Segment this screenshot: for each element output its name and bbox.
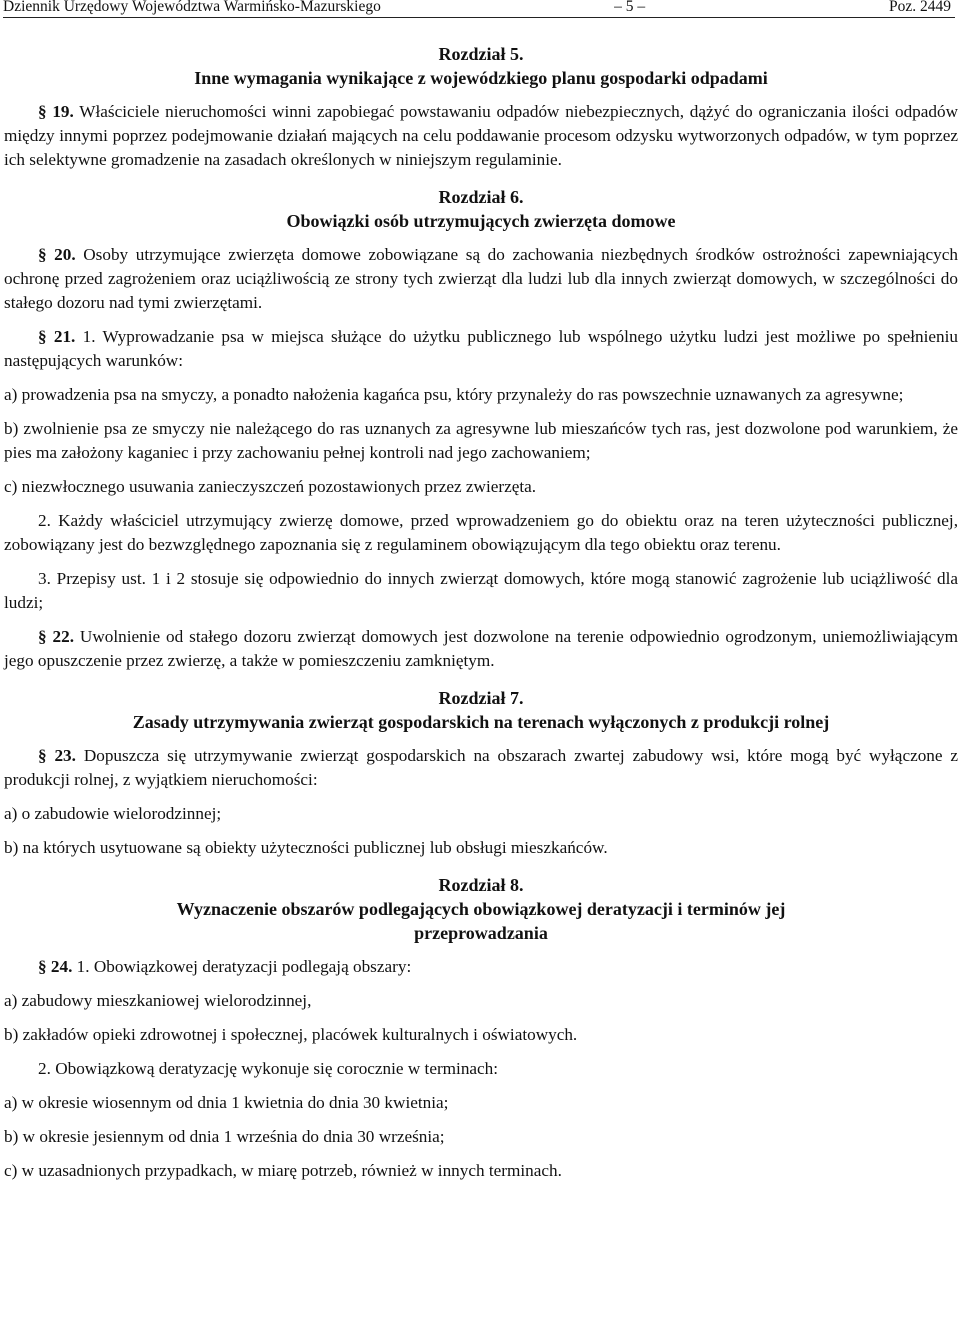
paragraph-20: § 20. Osoby utrzymujące zwierzęta domowe zobowiązane są do zachowania niezbędnych środków ostrożności zapewniających ochronę przed zagrożeniem oraz uciążliwością ze strony tych zwierząt dla ludzi lub dla innych zwierząt domowych, w szczególności do stałego dozoru nad tymi zwierzętami. (4, 245, 958, 312)
paragraph-24: § 24. 1. Obowiązkowej deratyzacji podlegają obszary: (38, 957, 412, 976)
paragraph-number: § 20. (38, 245, 76, 264)
list-item: a) w okresie wiosennym od dnia 1 kwietnia do dnia 30 kwietnia; (4, 1093, 449, 1112)
chapter-title: Obowiązki osób utrzymujących zwierzęta domowe (286, 211, 676, 231)
chapter-label: Rozdział 8. (438, 875, 524, 895)
document-body (4, 42, 958, 1183)
paragraph-19: § 19. Właściciele nieruchomości winni zapobiegać powstawaniu odpadów niebezpiecznych, dążyć do ograniczania ilości odpadów między innymi poprzez podejmowanie działań mających na celu poddawanie procesom odzysku wytworzonych odpadów, w tym poprzez ich selektywne gromadzenie na zasadach określonych w niniejszym regulaminie. (4, 102, 958, 169)
paragraph-number: § 23. (38, 746, 76, 765)
chapter-label: Rozdział 5. (438, 44, 524, 64)
list-item: b) w okresie jesiennym od dnia 1 września do dnia 30 września; (4, 1127, 445, 1146)
list-item: a) zabudowy mieszkaniowej wielorodzinnej, (4, 991, 312, 1010)
chapter-title: Wyznaczenie obszarów podlegających obowiązkowej deratyzacji i terminów jej przeprowadzania (176, 899, 786, 943)
list-item: b) na których usytuowane są obiekty użyteczności publicznej lub obsługi mieszkańców. (4, 838, 608, 857)
chapter-title: Inne wymagania wynikające z wojewódzkiego planu gospodarki odpadami (194, 68, 768, 88)
list-item: c) w uzasadnionych przypadkach, w miarę potrzeb, również w innych terminach. (4, 1161, 562, 1180)
chapter-title: Zasady utrzymywania zwierząt gospodarskich na terenach wyłączonych z produkcji rolnej (132, 712, 830, 732)
section-21-2: 2. Każdy właściciel utrzymujący zwierzę domowe, przed wprowadzeniem go do obiektu oraz na teren użyteczności publicznej, zobowiązany jest do bezwzględnego zapoznania się z regulaminem obowiązującym dla tego obiektu oraz terenu. (4, 511, 958, 554)
paragraph-number: § 21. (38, 327, 76, 346)
paragraph-number: § 22. (38, 627, 74, 646)
list-item: b) zwolnienie psa ze smyczy nie należącego do ras uznanych za agresywne lub mieszańców tych ras, jest dozwolone pod warunkiem, że pies ma założony kaganiec i przy zachowaniu pełnej kontroli nad jego zachowaniem; (4, 419, 958, 462)
position-number (614, 0, 951, 14)
header-rule (3, 17, 955, 18)
list-item: a) o zabudowie wielorodzinnej; (4, 804, 222, 823)
section-24-2: 2. Obowiązkową deratyzację wykonuje się corocznie w terminach: (38, 1059, 499, 1078)
paragraph-22: § 22. Uwolnienie od stałego dozoru zwierząt domowych jest dozwolone na terenie odpowiednio ogrodzonym, uniemożliwiającym jego opuszczenie przez zwierzę, a także w pomieszczeniu zamkniętym. (4, 627, 959, 670)
paragraph-21: § 21. 1. Wyprowadzanie psa w miejsca służące do użytku publicznego lub wspólnego użytku ludzi jest możliwe po spełnieniu następujących warunków: (4, 327, 959, 370)
chapter-label: Rozdział 7. (438, 688, 524, 708)
page-header (3, 0, 955, 14)
page-marker: – 5 – (614, 0, 646, 15)
list-item: b) zakładów opieki zdrowotnej i społecznej, placówek kulturalnych i oświatowych. (4, 1025, 578, 1044)
section-21-3: 3. Przepisy ust. 1 i 2 stosuje się odpowiednio do innych zwierząt domowych, które mogą stanowić zagrożenie lub uciążliwość dla ludzi; (4, 569, 958, 612)
paragraph-number: § 24. (38, 957, 73, 976)
chapter-label: Rozdział 6. (438, 187, 524, 207)
journal-name: Dziennik Urzędowy Województwa Warmińsko-Mazurskiego (3, 0, 381, 15)
list-item: a) prowadzenia psa na smyczy, a ponadto nałożenia kagańca psu, który przynależy do ras powszechnie uznawanych za agresywne; (4, 385, 904, 404)
position-label: Poz. 2449 (889, 0, 951, 15)
paragraph-23: § 23. Dopuszcza się utrzymywanie zwierząt gospodarskich na obszarach zwartej zabudowy wsi, które mogą być wyłączone z produkcji rolnej, z wyjątkiem nieruchomości: (4, 746, 959, 789)
list-item: c) niezwłocznego usuwania zanieczyszczeń pozostawionych przez zwierzęta. (4, 477, 537, 496)
paragraph-number: § 19. (38, 102, 74, 121)
